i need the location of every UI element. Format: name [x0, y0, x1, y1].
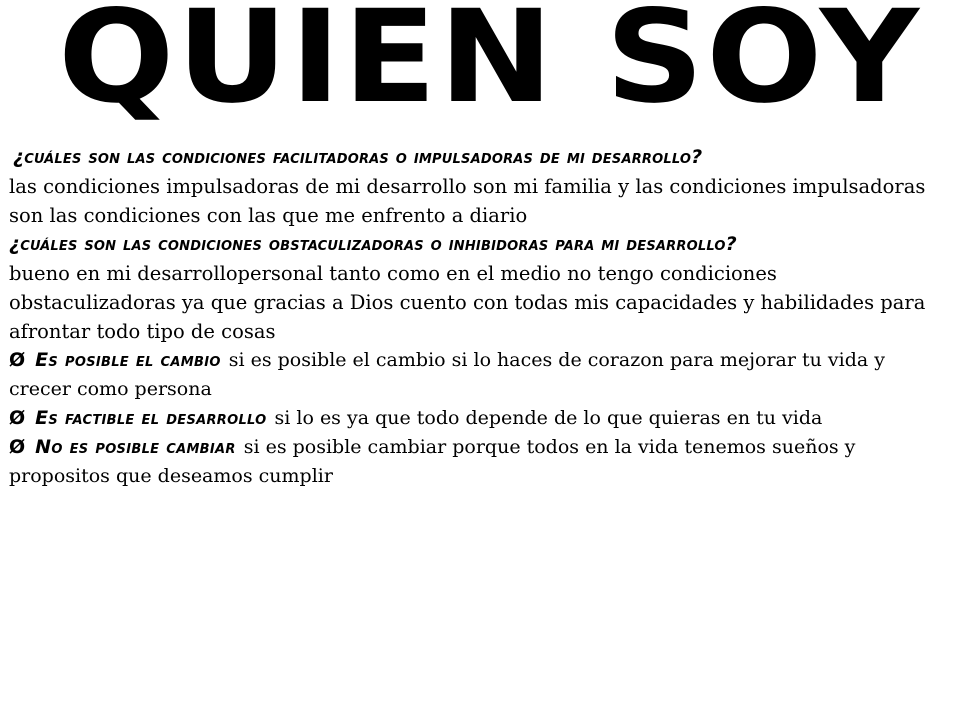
document-body	[9, 143, 944, 491]
answer-2: bueno en mi desarrollopersonal tanto como en el medio no tengo condiciones obstaculizadoras ya que gracias a Dios cuento con todas mis capacidades y habilidades para afrontar todo tipo de cosas	[9, 262, 926, 343]
question-1: ¿cuáles son las condiciones facilitadoras o impulsadoras de mi desarrollo?	[13, 146, 703, 168]
answer-1: las condiciones impulsadoras de mi desarrollo son mi familia y las condiciones impulsadoras son las condiciones con las que me enfrento a diario	[9, 175, 926, 227]
question-2: ¿cuáles son las condiciones obstaculizadoras o inhibidoras para mi desarrollo?	[9, 233, 737, 255]
bullet-text: si es posible cambiar porque todos en la vida tenemos sueños y propositos que deseamos cumplir	[9, 436, 856, 487]
bullet-label: No es posible cambiar	[35, 436, 236, 458]
bullet-label: Es factible el desarrollo	[35, 407, 267, 429]
bullet-marker: Ø	[9, 349, 26, 371]
bullet-text: si lo es ya que todo depende de lo que quieras en tu vida	[274, 407, 823, 429]
bullet-text: si es posible el cambio si lo haces de corazon para mejorar tu vida y crecer como persona	[9, 349, 885, 400]
bullet-label: Es posible el cambio	[35, 349, 221, 371]
bullet-item-3	[9, 433, 944, 491]
page-title: QUIEN SOY	[58, 0, 922, 132]
bullet-item-2	[9, 404, 944, 433]
bullet-marker: Ø	[9, 407, 26, 429]
bullet-marker: Ø	[9, 436, 26, 458]
bullet-item-1	[9, 346, 944, 404]
